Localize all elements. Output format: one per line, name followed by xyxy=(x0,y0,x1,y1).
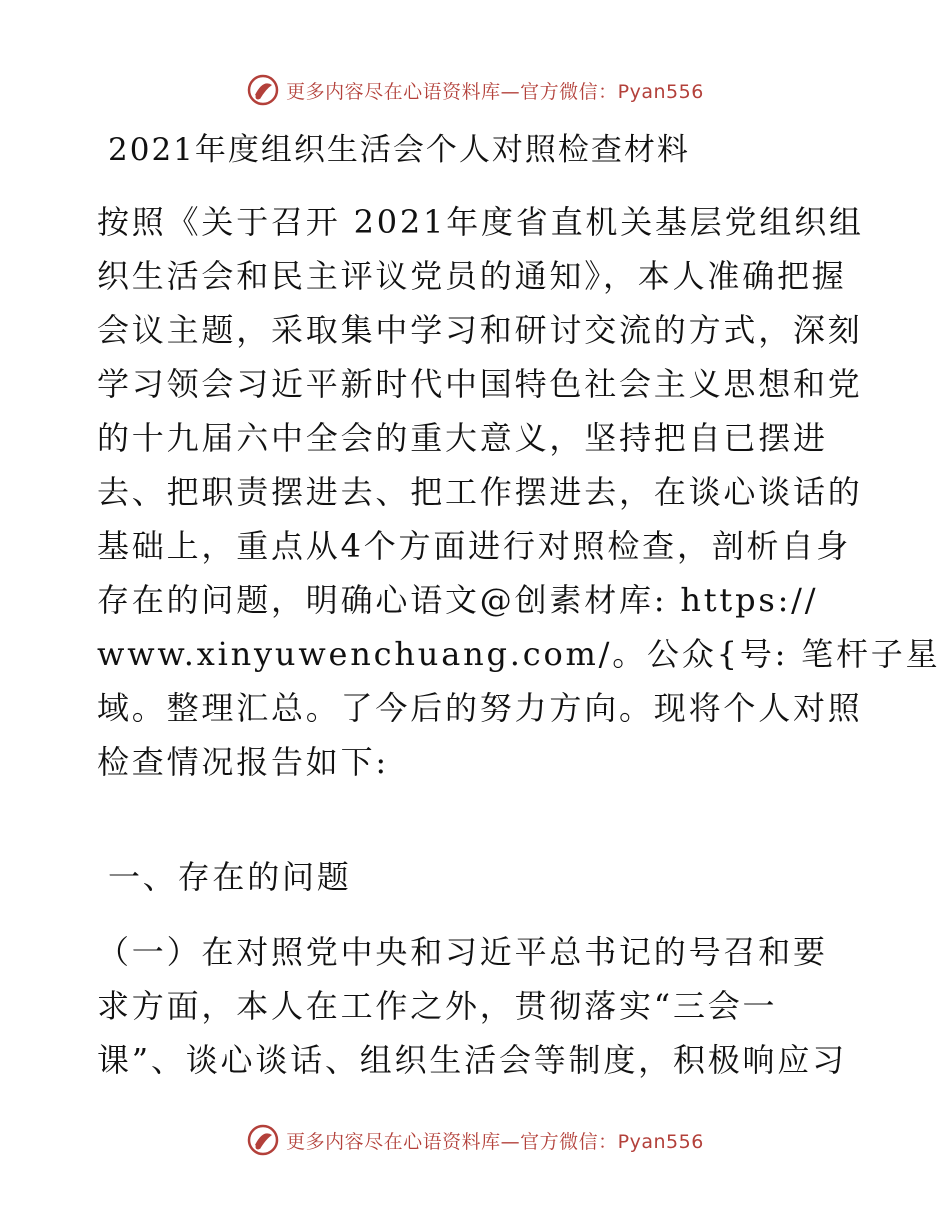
paragraph-line: 去、把职责摆进去、把工作摆进去，在谈心谈话的 xyxy=(97,473,863,511)
paragraph-line: 存在的问题，明确心语文@创素材库: https:// xyxy=(97,581,819,619)
paragraph-line: 织生活会和民主评议党员的通知》，本人准确把握 xyxy=(97,257,847,295)
paragraph-intro xyxy=(97,195,941,789)
banner-text: 更多内容尽在心语资料库—官方微信：Pyan556 xyxy=(286,1130,704,1153)
paragraph-line: 会议主题，采取集中学习和研讨交流的方式，深刻 xyxy=(97,311,863,349)
logo-icon xyxy=(246,73,280,107)
paragraph-line: 域。整理汇总。了今后的努力方向。现将个人对照 xyxy=(97,689,863,727)
footer-watermark-banner xyxy=(0,1120,950,1160)
header-watermark-banner xyxy=(0,70,950,110)
paragraph-line: 的十九届六中全会的重大意义，坚持把自已摆进 xyxy=(97,419,828,457)
paragraph-section-one xyxy=(97,925,857,1087)
paragraph-line: （一）在对照党中央和习近平总书记的号召和要 xyxy=(97,933,828,971)
section-heading: 一、存在的问题 xyxy=(108,858,352,896)
document-title: 2021年度组织生活会个人对照检查材料 xyxy=(108,132,690,168)
paragraph-line: 课”、谈心谈话、组织生活会等制度，积极响应习 xyxy=(97,1041,847,1079)
paragraph-line: 基础上，重点从4个方面进行对照检查，剖析自身 xyxy=(97,527,851,565)
banner-text: 更多内容尽在心语资料库—官方微信：Pyan556 xyxy=(286,80,704,103)
logo-icon xyxy=(246,1123,280,1157)
paragraph-line: 检查情况报告如下: xyxy=(97,743,389,781)
paragraph-line: 求方面，本人在工作之外，贯彻落实“三会一 xyxy=(97,987,778,1025)
paragraph-line: www.xinyuwenchuang.com/。公众{号: 笔杆子星 xyxy=(97,635,941,673)
paragraph-line: 按照《关于召开 2021年度省直机关基层党组织组 xyxy=(97,203,864,241)
paragraph-line: 学习领会习近平新时代中国特色社会主义思想和党 xyxy=(97,365,863,403)
